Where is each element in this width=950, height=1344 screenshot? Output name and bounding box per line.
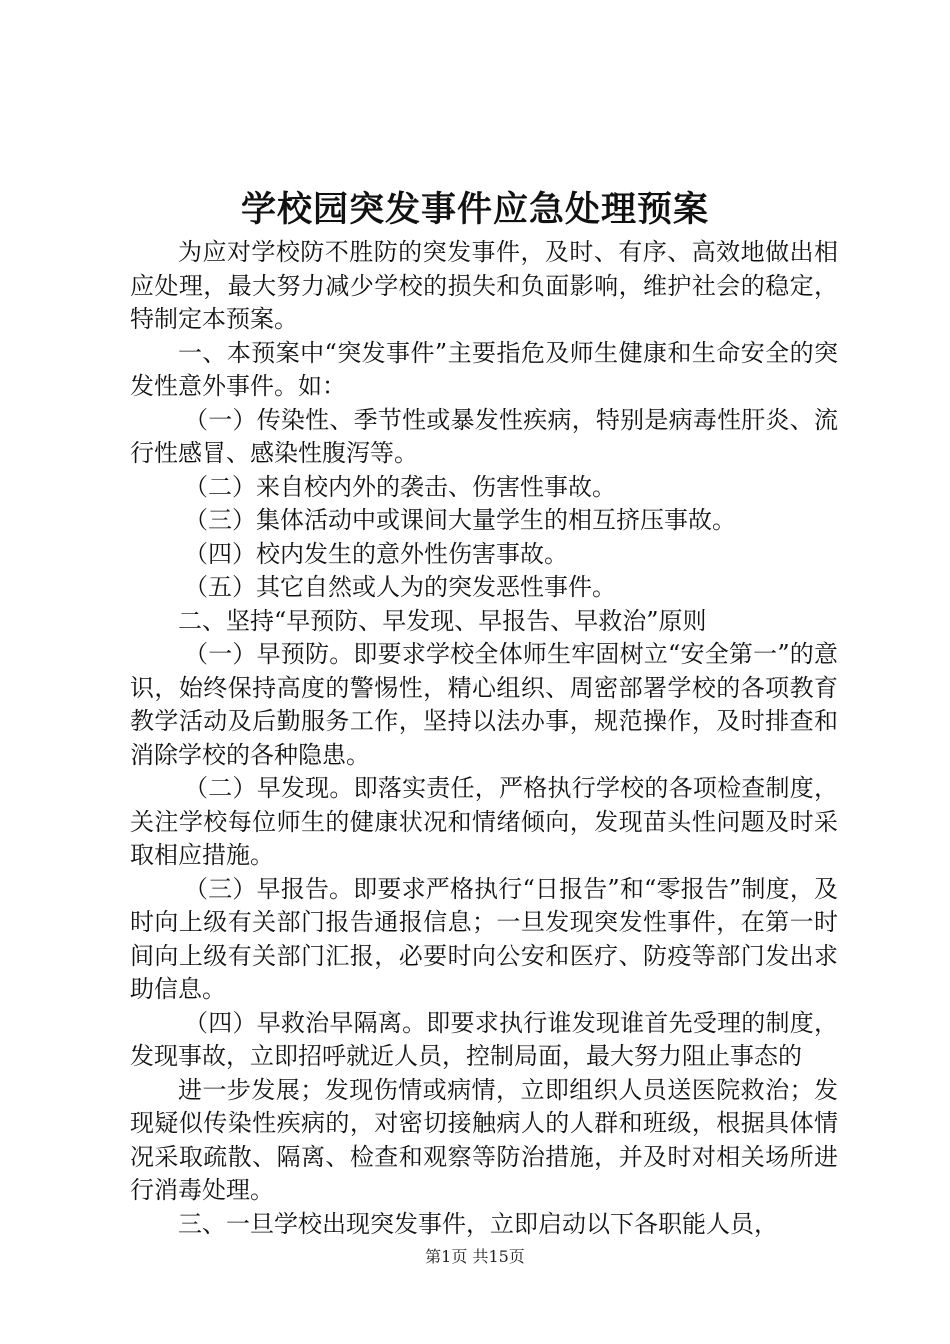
paragraph-item-2-2: （二）早发现。即落实责任，严格执行学校的各项检查制度，关注学校每位师生的健康状况和情绪倾向，发现苗头性问题及时采取相应措施。 xyxy=(130,774,838,869)
paragraph-section-1: 一、本预案中“突发事件”主要指危及师生健康和生命安全的突发性意外事件。如： xyxy=(130,338,838,400)
paragraph-item-1-3: （三）集体活动中或课间大量学生的相互挤压事故。 xyxy=(184,506,736,534)
paragraph-item-2-4-continued: 进一步发展；发现伤情或病情，立即组织人员送医院救治；发现疑似传染性疾病的，对密切接触病人的人群和班级，根据具体情况采取疏散、隔离、检查和观察等防治措施，并及时对相关场所进行消毒处理。 xyxy=(130,1075,838,1204)
document-title: 学校园突发事件应急处理预案 xyxy=(240,189,709,230)
paragraph-item-1-2: （二）来自校内外的袭击、伤害性事故。 xyxy=(184,472,616,501)
paragraph-item-2-1: （一）早预防。即要求学校全体师生牢固树立“安全第一”的意识，始终保持高度的警惕性，精心组织、周密部署学校的各项教育教学活动及后勤服务工作，坚持以法办事，规范操作，及时排查和消除学校的各种隐患。 xyxy=(130,640,838,769)
paragraph-section-2: 二、坚持“早预防、早发现、早报告、早救治”原则 xyxy=(178,606,707,635)
document-body xyxy=(130,236,838,1241)
paragraph-item-1-4: （四）校内发生的意外性伤害事故。 xyxy=(184,539,568,568)
paragraph-item-1-1: （一）传染性、季节性或暴发性疾病，特别是病毒性肝炎、流行性感冒、感染性腹泻等。 xyxy=(130,405,838,467)
paragraph-intro: 为应对学校防不胜防的突发事件，及时、有序、高效地做出相应处理，最大努力减少学校的损失和负面影响，维护社会的稳定，特制定本预案。 xyxy=(130,238,838,333)
paragraph-item-2-3: （三）早报告。即要求严格执行“日报告”和“零报告”制度，及时向上级有关部门报告通报信息；一旦发现突发性事件，在第一时间向上级有关部门汇报，必要时向公安和医疗、防疫等部门发出求助信息。 xyxy=(130,874,838,1003)
paragraph-item-2-4: （四）早救治早隔离。即要求执行谁发现谁首先受理的制度，发现事故，立即招呼就近人员，控制局面，最大努力阻止事态的 xyxy=(130,1008,838,1070)
page-number: 第1页 共15页 xyxy=(425,1247,525,1266)
paragraph-section-3: 三、一旦学校出现突发事件，立即启动以下各职能人员， xyxy=(178,1209,778,1238)
paragraph-item-1-5: （五）其它自然或人为的突发恶性事件。 xyxy=(184,573,616,601)
